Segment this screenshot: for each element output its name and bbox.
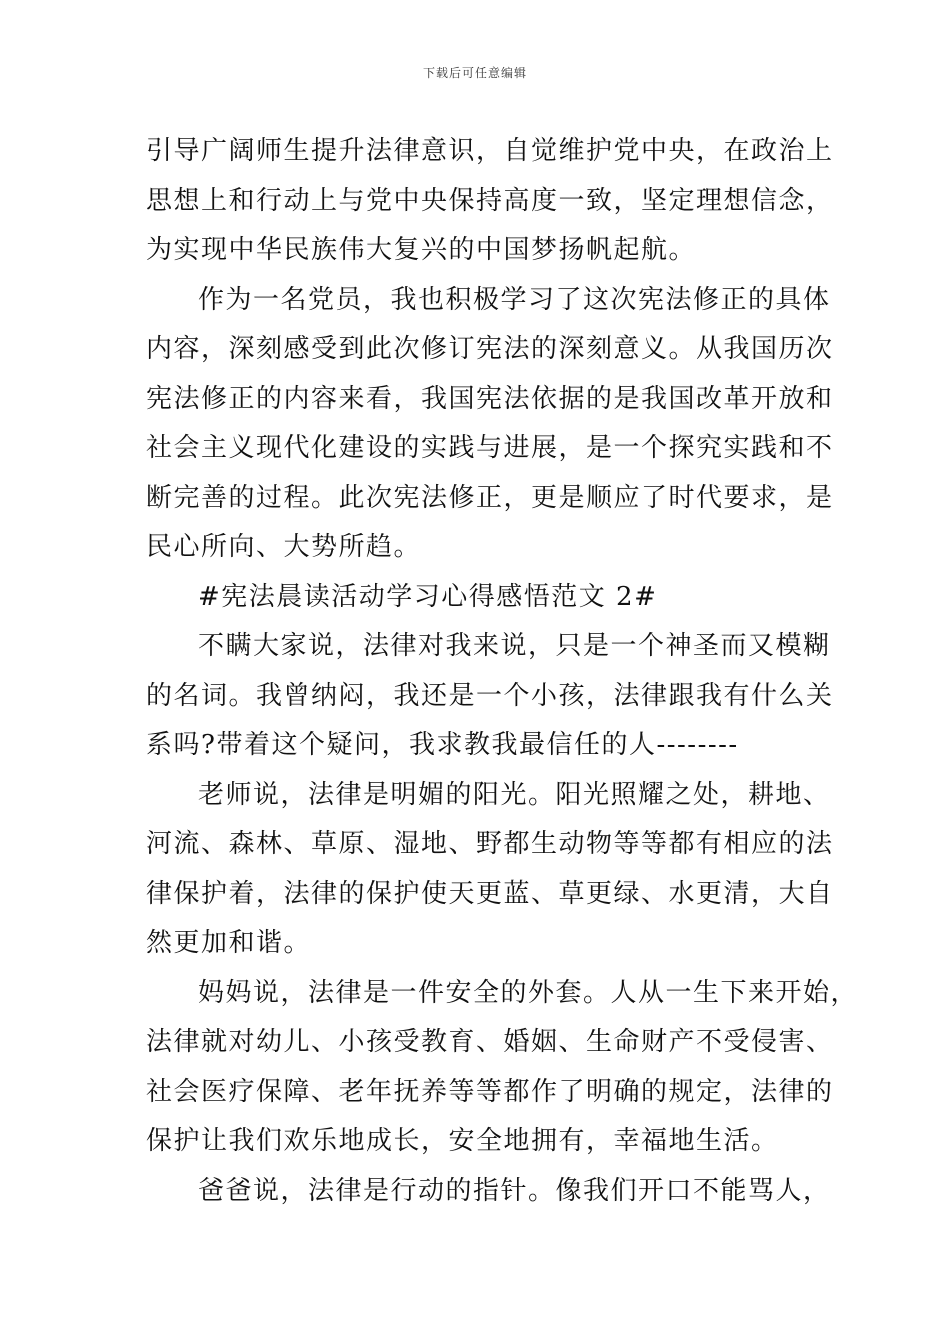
text-line: 律保护着，法律的保护使天更蓝、草更绿、水更清，大自 (146, 878, 834, 909)
text-line: 内容，深刻感受到此次修订宪法的深刻意义。从我国历次 (146, 334, 834, 364)
text-line: 河流、森林、草原、湿地、野都生动物等等都有相应的法 (146, 829, 834, 859)
paragraph-first-line: 妈妈说，法律是一件安全的外套。人从一生下来开始， (198, 977, 859, 1008)
page-header: 下载后可任意编辑 (422, 66, 527, 80)
text-line: 法律就对幼儿、小孩受教育、婚姻、生命财产不受侵害、 (146, 1027, 834, 1057)
paragraph-first-line: 老师说，法律是明媚的阳光。阳光照耀之处，耕地、 (198, 779, 831, 810)
text-line: 的名词。我曾纳闷，我还是一个小孩，法律跟我有什么关 (146, 680, 834, 711)
text-line: 社会主义现代化建设的实践与进展，是一个探究实践和不 (146, 433, 834, 463)
paragraph-first-line: 不瞒大家说，法律对我来说，只是一个神圣而又模糊 (198, 631, 831, 661)
document-body (146, 127, 859, 1216)
paragraph-first-line: 爸爸说，法律是行动的指针。像我们开口不能骂人， (198, 1175, 831, 1206)
text-line: 宪法修正的内容来看，我国宪法依据的是我国改革开放和 (146, 383, 834, 414)
text-line: 系吗?带着这个疑问，我求教我最信任的人-------- (146, 730, 739, 760)
text-line: 民心所向、大势所趋。 (146, 532, 422, 562)
text-line: 社会医疗保障、老年抚养等等都作了明确的规定，法律的 (146, 1076, 834, 1107)
text-line: 保护让我们欢乐地成长，安全地拥有，幸福地生活。 (146, 1126, 779, 1156)
paragraph-first-line: 作为一名党员，我也积极学习了这次宪法修正的具体 (198, 284, 831, 315)
text-line: 思想上和行动上与党中央保持高度一致，坚定理想信念， (146, 185, 834, 216)
text-line: 引导广阔师生提升法律意识，自觉维护党中央，在政治上 (146, 136, 834, 166)
text-line: 断完善的过程。此次宪法修正，更是顺应了时代要求，是 (146, 482, 834, 513)
section-heading: #宪法晨读活动学习心得感悟范文 2# (198, 581, 658, 612)
text-line: 然更加和谐。 (146, 928, 312, 958)
text-line: 为实现中华民族伟大复兴的中国梦扬帆起航。 (146, 235, 697, 265)
